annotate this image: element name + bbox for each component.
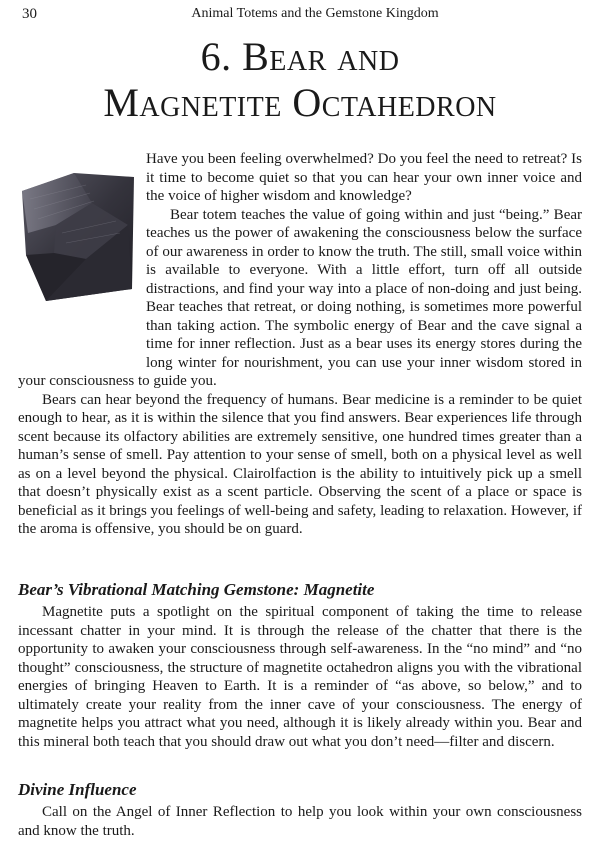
chapter-title-line-1: 6. Bear and xyxy=(200,34,400,79)
section-divine-text xyxy=(18,803,582,840)
gemstone-paragraph-1: Magnetite puts a spotlight on the spiritual component of taking the time to release incessant chatter in your mind. It is through the release of the chatter that there is the opportunity to awaken your consciousness through self-awareness. In the “no mind” and “no thought” consciousness, the structure of magnetite octahedron aligns you with the vibrational energies of bringing Heaven to Earth. It is a reminder of “as above, so below,” and to ultimately create your reality from the inner cave of your consciousness. The energy of magnetite helps you attract what you need, although it is likely already within you. Bear and this mineral both teach that you should draw out what you don’t need—filter and discern. xyxy=(18,604,582,750)
intro-paragraph-1: Have you been feeling overwhelmed? Do you feel the need to retreat? Is it time to become quiet so that you can hear your own inner voice and the voice of higher wisdom and knowledge? xyxy=(146,151,582,204)
section-gemstone-text xyxy=(18,603,582,751)
chapter-title xyxy=(0,34,600,126)
intro-paragraph-2: Bear totem teaches the value of going within and just “being.” Bear teaches us the power of awakening the consciousness below the surface of our awareness in order to know the truth. The still, small voice within is available to everyone. With a little effort, turn off all outside distractions, and find your way into a place of non-doing and just being. Bear teaches that retreat, or doing nothing, is sometimes more powerful than taking action. The symbolic energy of Bear and the cave signal a time for inner reflection. Just as a bear uses its energy stores during the long winter for nourishment, you can use your inner wisdom stored in your consciousness to guide you. xyxy=(18,206,582,389)
section-heading-divine-influence: Divine Influence xyxy=(18,780,137,799)
intro-paragraph-3: Bears can hear beyond the frequency of humans. Bear medicine is a reminder to be quiet enough to hear, as it is within the silence that you find answers. Bear experiences life through scent because its olfactory abilities are extremely sensitive, one hundred times greater than a human’s sense of smell. Pay attention to your sense of smell, both on a physical level as well as on a level beyond the physical. Clairolfaction is the ability to intuitively pick up a smell that doesn’t physically exist as a scent particle. Observing the scent of a place or space is beneficial as it brings you feelings of well-being and safety, leading to relaxation. However, if the aroma is offensive, you should be on guard. xyxy=(18,391,582,537)
running-head: Animal Totems and the Gemstone Kingdom xyxy=(191,6,439,21)
divine-paragraph-1: Call on the Angel of Inner Reflection to help you look within your own consciousness and know the truth. xyxy=(18,804,582,839)
image-wrap-spacer xyxy=(18,150,146,354)
section-heading-gemstone: Bear’s Vibrational Matching Gemstone: Magnetite xyxy=(18,580,375,599)
page-number: 30 xyxy=(22,6,37,22)
chapter-title-line-2: Magnetite Octahedron xyxy=(103,80,497,125)
intro-text xyxy=(18,150,582,539)
